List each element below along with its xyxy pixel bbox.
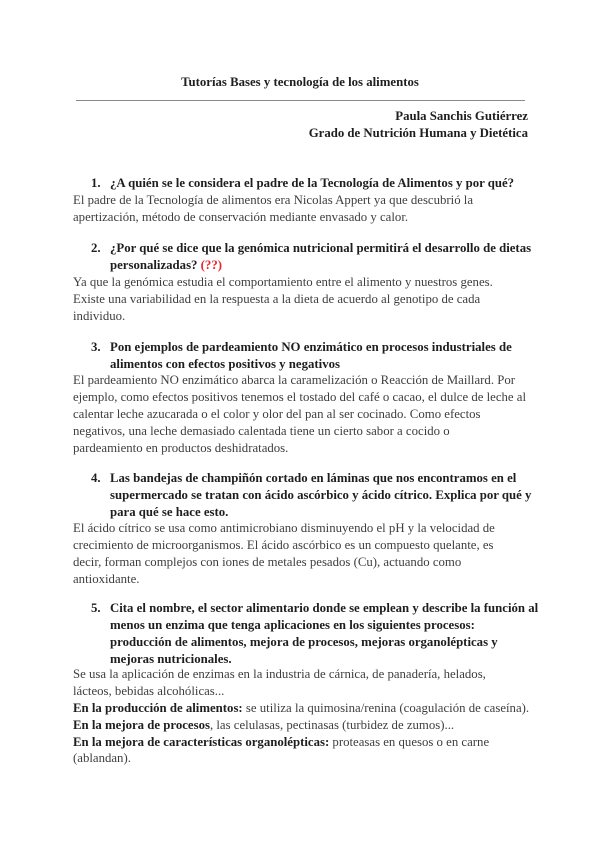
document-title: Tutorías Bases y tecnología de los alimentos [181,75,419,89]
question-text: menos un enzima que tenga aplicaciones en los siguientes procesos: [110,618,475,632]
question-number: 1. [91,176,101,190]
answer-line: Ya que la genómica estudia el comportamiento entre el alimento y nuestros genes. [73,275,493,289]
title-divider [76,100,525,101]
answer-line: El ácido cítrico se usa como antimicrobiano disminuyendo el pH y la velocidad de [73,521,495,535]
answer-line: Se usa la aplicación de enzimas en la industria de cárnica, de panadería, helados, [73,667,486,681]
answer-detail [73,734,489,751]
question-text: producción de alimentos, mejora de procesos, mejoras organolépticas y [110,635,498,649]
detail-label: En la producción de alimentos: [73,701,243,715]
answer-line: calentar leche azucarada o el color y olor del pan al ser cocinado. Como efectos [73,407,481,421]
question-text: ¿A quién se le considera el padre de la Tecnología de Alimentos y por qué? [110,176,515,190]
question-number: 4. [91,471,101,485]
question-number: 3. [91,340,101,354]
uncertain-note: (??) [200,258,222,272]
question-text [110,257,222,274]
question-text: para qué se hace esto. [110,505,229,519]
answer-line: negativos, una leche demasiado calentada tiene un cierto sabor a cocido o [73,424,450,438]
detail-text: , las celulasas, pectinasas (turbidez de zumos)... [209,718,455,732]
answer-line: El pardeamiento NO enzimático abarca la caramelización o Reacción de Maillard. Por [73,373,515,387]
answer-detail [73,700,529,717]
question-text: alimentos con efectos positivos y negativos [110,357,340,371]
question-text-line: personalizadas? [110,258,198,272]
answer-line: ejemplo, como efectos positivos tenemos el tostado del café o cacao, el dulce de leche al [73,390,527,404]
question-number: 5. [91,601,101,615]
detail-text: proteasas en quesos o en carne [329,735,490,749]
question-text: Cita el nombre, el sector alimentario donde se emplean y describe la función al [110,601,539,615]
degree-name: Grado de Nutrición Humana y Dietética [308,126,528,140]
answer-line: crecimiento de microorganismos. El ácido ascórbico es un compuesto quelante, es [73,538,494,552]
answer-line: (ablandan). [73,751,131,765]
detail-label: En la mejora de procesos [73,718,210,732]
question-text: Las bandejas de champiñón cortado en láminas que nos encontramos en el [110,471,517,485]
detail-label: En la mejora de características organolépticas: [73,735,330,749]
answer-line: El padre de la Tecnología de alimentos era Nicolas Appert ya que descubrió la [73,193,474,207]
answer-line: antioxidante. [73,572,140,586]
question-text: Pon ejemplos de pardeamiento NO enzimático en procesos industriales de [110,340,512,354]
question-number: 2. [91,241,101,255]
answer-line: pardeamiento en productos deshidratados. [73,441,289,455]
question-text: ¿Por qué se dice que la genómica nutricional permitirá el desarrollo de dietas [110,241,532,255]
question-text: mejoras nutricionales. [110,652,232,666]
answer-line: individuo. [73,309,126,323]
detail-text: se utiliza la quimosina/renina (coagulación de caseína). [242,701,530,715]
answer-line: apertización, método de conservación mediante envasado y calor. [73,210,409,224]
question-text: supermercado se tratan con ácido ascórbico y ácido cítrico. Explica por qué y [110,488,532,502]
author-name: Paula Sanchis Gutiérrez [395,109,528,123]
answer-line: lácteos, bebidas alcohólicas... [73,684,225,698]
answer-detail [73,717,454,734]
answer-line: Existe una variabilidad en la respuesta a la dieta de acuerdo al genotipo de cada [73,292,481,306]
answer-line: decir, forman complejos con iones de metales pesados (Cu), actuando como [73,555,462,569]
